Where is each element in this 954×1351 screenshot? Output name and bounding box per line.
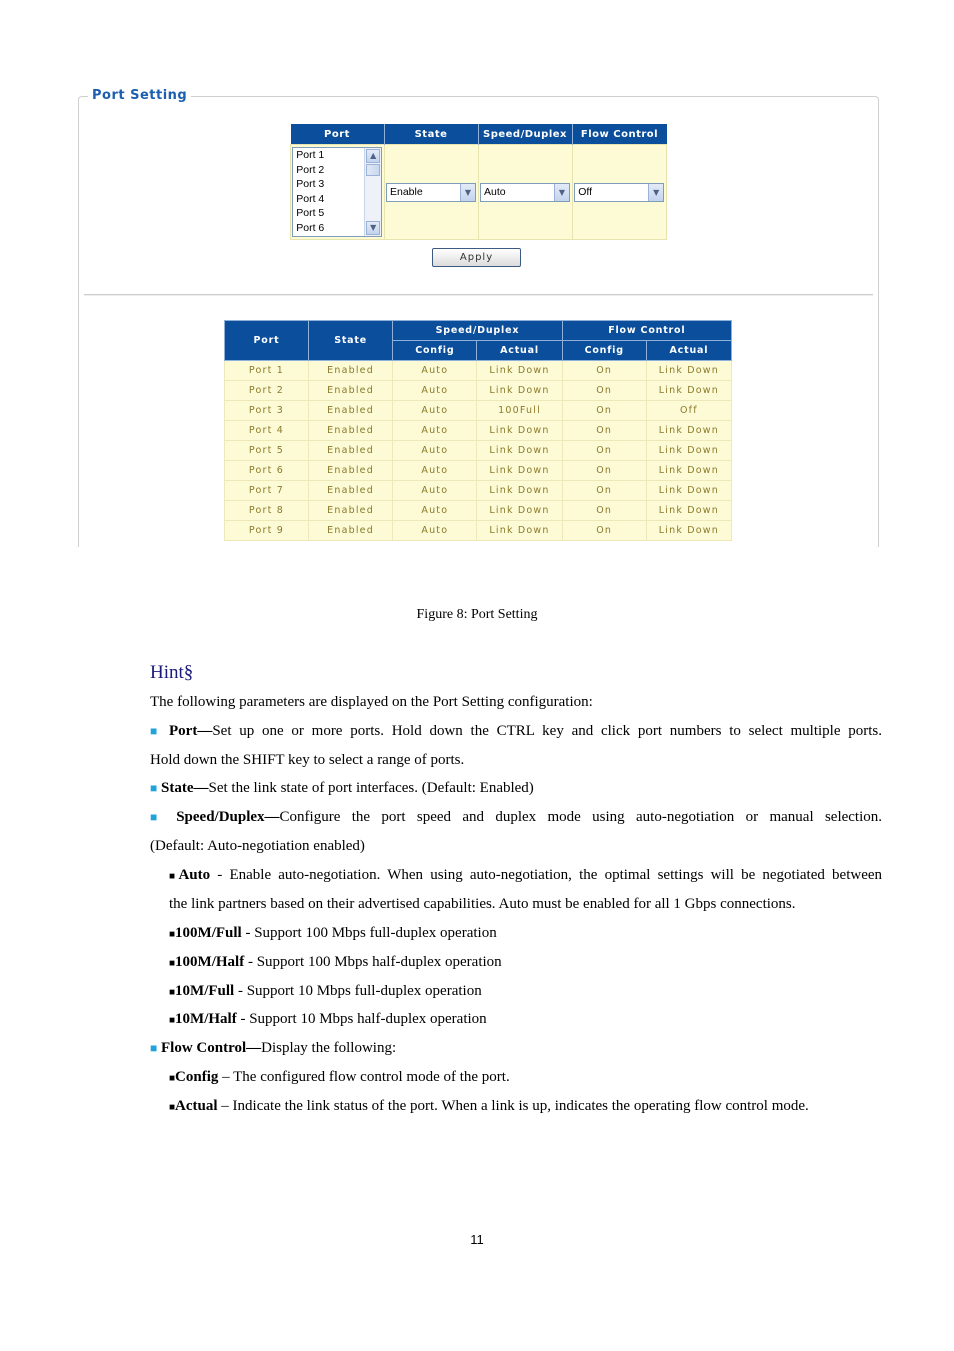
cell-flow-actual: Link Down — [646, 501, 731, 521]
cell-state: Enabled — [308, 401, 392, 421]
cell-speed-actual: 100Full — [477, 401, 562, 421]
figure-caption: Figure 8: Port Setting — [416, 607, 538, 622]
dot-bullet-icon: ■ — [169, 987, 176, 998]
dot-bullet-icon: ■ — [169, 1102, 176, 1113]
port-option[interactable]: Port 6 — [296, 221, 325, 234]
cell-port: Port 9 — [225, 521, 309, 541]
table-row — [225, 501, 732, 521]
state-term: State— — [161, 780, 209, 796]
cell-state: Enabled — [308, 481, 392, 501]
chevron-down-icon[interactable]: ▼ — [460, 184, 475, 201]
cell-port: Port 8 — [225, 501, 309, 521]
config-term: Config — [175, 1069, 219, 1085]
m10h-term: 10M/Half — [175, 1011, 237, 1027]
cell-flow-config: On — [562, 381, 646, 401]
cell-state: Enabled — [308, 441, 392, 461]
hint-heading: Hint§ — [150, 662, 194, 683]
cell-state: Enabled — [308, 381, 392, 401]
col-port-header: Port — [291, 124, 385, 145]
cell-flow-config: On — [562, 441, 646, 461]
auto-desc: - Enable auto-negotiation. When using auto-negotiation, the optimal settings will be negotiated between — [210, 867, 883, 883]
cell-state: Enabled — [308, 521, 392, 541]
flow-cell — [572, 145, 667, 240]
m10h-desc: - Support 10 Mbps half-duplex operation — [236, 1011, 487, 1027]
status-state-header: State — [308, 321, 392, 361]
scroll-up-icon[interactable]: ▲ — [366, 149, 380, 163]
apply-button[interactable]: Apply — [432, 248, 521, 267]
cell-flow-actual: Link Down — [646, 441, 731, 461]
speed-paragraph — [150, 803, 882, 832]
cell-port: Port 5 — [225, 441, 309, 461]
speed-cell — [478, 145, 572, 240]
status-table — [224, 320, 732, 541]
port-paragraph-cont: Hold down the SHIFT key to select a range of ports. — [150, 752, 465, 768]
cell-state: Enabled — [308, 421, 392, 441]
table-row — [225, 421, 732, 441]
status-port-header: Port — [225, 321, 309, 361]
listbox-scrollbar[interactable] — [364, 148, 381, 236]
auto-item-cont: the link partners based on their advertised capabilities. Auto must be enabled for all 1 Gbps connections. — [169, 896, 796, 912]
square-bullet-icon: ■ — [150, 810, 165, 824]
port-option[interactable]: Port 5 — [296, 207, 325, 220]
table-row — [225, 361, 732, 381]
cell-speed-actual: Link Down — [477, 421, 562, 441]
config-desc: – The configured flow control mode of the port. — [218, 1069, 510, 1085]
m10f-desc: - Support 10 Mbps full-duplex operation — [234, 983, 482, 999]
cell-flow-actual: Link Down — [646, 461, 731, 481]
port-option[interactable]: Port 2 — [296, 163, 325, 176]
col-state-header: State — [384, 124, 478, 145]
flow-term: Flow Control— — [161, 1040, 262, 1056]
cell-speed-config: Auto — [393, 521, 477, 541]
cell-state: Enabled — [308, 361, 392, 381]
actual-item — [169, 1092, 882, 1122]
intro-paragraph: The following parameters are displayed on the Port Setting configuration: — [150, 694, 593, 710]
cell-port: Port 6 — [225, 461, 309, 481]
cell-flow-config: On — [562, 421, 646, 441]
scroll-down-icon[interactable]: ▼ — [366, 221, 380, 235]
m100f-desc: - Support 100 Mbps full-duplex operation — [241, 925, 497, 941]
m100h-term: 100M/Half — [175, 954, 245, 970]
port-paragraph — [150, 717, 882, 746]
state-desc: Set the link state of port interfaces. (Default: Enabled) — [208, 780, 534, 796]
divider — [84, 294, 873, 296]
cell-port: Port 3 — [225, 401, 309, 421]
cell-flow-actual: Link Down — [646, 361, 731, 381]
cell-state: Enabled — [308, 461, 392, 481]
status-flow-actual-header: Actual — [646, 341, 731, 361]
cell-speed-actual: Link Down — [477, 521, 562, 541]
actual-desc: – Indicate the link status of the port. When a link is up, indicates the operating flow control mode. — [217, 1098, 809, 1114]
cell-port: Port 1 — [225, 361, 309, 381]
status-flow-header: Flow Control — [562, 321, 731, 341]
cell-speed-config: Auto — [393, 461, 477, 481]
status-speed-actual-header: Actual — [477, 341, 562, 361]
cell-speed-config: Auto — [393, 381, 477, 401]
status-speed-header: Speed/Duplex — [393, 321, 562, 341]
state-cell — [384, 145, 478, 240]
col-flow-header: Flow Control — [572, 124, 667, 145]
auto-term: Auto — [178, 867, 211, 883]
cell-speed-config: Auto — [393, 441, 477, 461]
flow-desc: Display the following: — [261, 1040, 397, 1056]
cell-port: Port 2 — [225, 381, 309, 401]
cell-speed-config: Auto — [393, 501, 477, 521]
m100f-item — [169, 919, 882, 949]
m10f-item — [169, 977, 882, 1007]
col-speed-header: Speed/Duplex — [478, 124, 572, 145]
table-row — [225, 481, 732, 501]
table-row — [225, 441, 732, 461]
speed-select[interactable] — [480, 183, 570, 202]
cell-flow-config: On — [562, 481, 646, 501]
cell-speed-actual: Link Down — [477, 381, 562, 401]
dot-bullet-icon: ■ — [169, 1015, 176, 1026]
square-bullet-icon: ■ — [150, 724, 162, 738]
cell-flow-config: On — [562, 521, 646, 541]
dot-bullet-icon: ■ — [169, 958, 176, 969]
cell-flow-actual: Link Down — [646, 481, 731, 501]
square-bullet-icon: ■ — [150, 1041, 158, 1055]
cell-speed-actual: Link Down — [477, 461, 562, 481]
cell-speed-actual: Link Down — [477, 481, 562, 501]
dot-bullet-icon: ■ — [169, 1073, 176, 1084]
port-cell — [291, 145, 385, 240]
cell-speed-config: Auto — [393, 401, 477, 421]
config-table — [290, 124, 667, 240]
m10f-term: 10M/Full — [175, 983, 235, 999]
cell-flow-actual: Off — [646, 401, 731, 421]
table-row — [225, 401, 732, 421]
cell-state: Enabled — [308, 501, 392, 521]
port-option[interactable]: Port 1 — [296, 149, 325, 161]
status-flow-config-header: Config — [562, 341, 646, 361]
cell-port: Port 4 — [225, 421, 309, 441]
speed-desc: Configure the port speed and duplex mode using auto-negotiation or manual selection. — [279, 809, 883, 825]
chevron-down-icon[interactable]: ▼ — [554, 184, 569, 201]
flow-select-value: Off — [578, 185, 593, 198]
state-select-value: Enable — [390, 185, 423, 198]
dot-bullet-icon: ■ — [169, 871, 179, 882]
cell-speed-actual: Link Down — [477, 441, 562, 461]
flow-paragraph — [150, 1034, 882, 1063]
dot-bullet-icon: ■ — [169, 929, 176, 940]
cell-flow-actual: Link Down — [646, 421, 731, 441]
cell-speed-config: Auto — [393, 481, 477, 501]
speed-select-value: Auto — [484, 185, 506, 198]
flow-select[interactable] — [574, 183, 664, 202]
chevron-down-icon[interactable]: ▼ — [648, 184, 663, 201]
port-option[interactable]: Port 4 — [296, 192, 325, 205]
page-number: 11 — [470, 1232, 484, 1247]
config-item — [169, 1063, 882, 1093]
m100f-term: 100M/Full — [175, 925, 242, 941]
table-row — [225, 521, 732, 541]
port-term: Port— — [169, 723, 213, 739]
cell-flow-config: On — [562, 361, 646, 381]
cell-flow-config: On — [562, 461, 646, 481]
port-option[interactable]: Port 3 — [296, 178, 325, 191]
cell-speed-actual: Link Down — [477, 361, 562, 381]
speed-term: Speed/Duplex— — [176, 809, 280, 825]
cell-speed-config: Auto — [393, 361, 477, 381]
state-select[interactable] — [386, 183, 476, 202]
cell-flow-actual: Link Down — [646, 381, 731, 401]
m10h-item — [169, 1005, 882, 1035]
status-speed-config-header: Config — [393, 341, 477, 361]
panel-legend: Port Setting — [88, 88, 191, 103]
m100h-desc: - Support 100 Mbps half-duplex operation — [244, 954, 502, 970]
m100h-item — [169, 948, 882, 978]
cell-flow-config: On — [562, 401, 646, 421]
auto-item — [169, 861, 882, 891]
cell-speed-config: Auto — [393, 421, 477, 441]
port-desc: Set up one or more ports. Hold down the CTRL key and click port numbers to select multiple ports. — [212, 723, 882, 739]
cell-port: Port 7 — [225, 481, 309, 501]
square-bullet-icon: ■ — [150, 781, 158, 795]
cell-flow-actual: Link Down — [646, 521, 731, 541]
cell-speed-actual: Link Down — [477, 501, 562, 521]
table-row — [225, 461, 732, 481]
scroll-thumb[interactable] — [366, 164, 380, 176]
state-paragraph — [150, 774, 882, 803]
speed-paragraph-cont: (Default: Auto-negotiation enabled) — [150, 838, 365, 854]
port-listbox[interactable] — [292, 147, 382, 237]
actual-term: Actual — [175, 1098, 218, 1114]
cell-flow-config: On — [562, 501, 646, 521]
table-row — [225, 381, 732, 401]
